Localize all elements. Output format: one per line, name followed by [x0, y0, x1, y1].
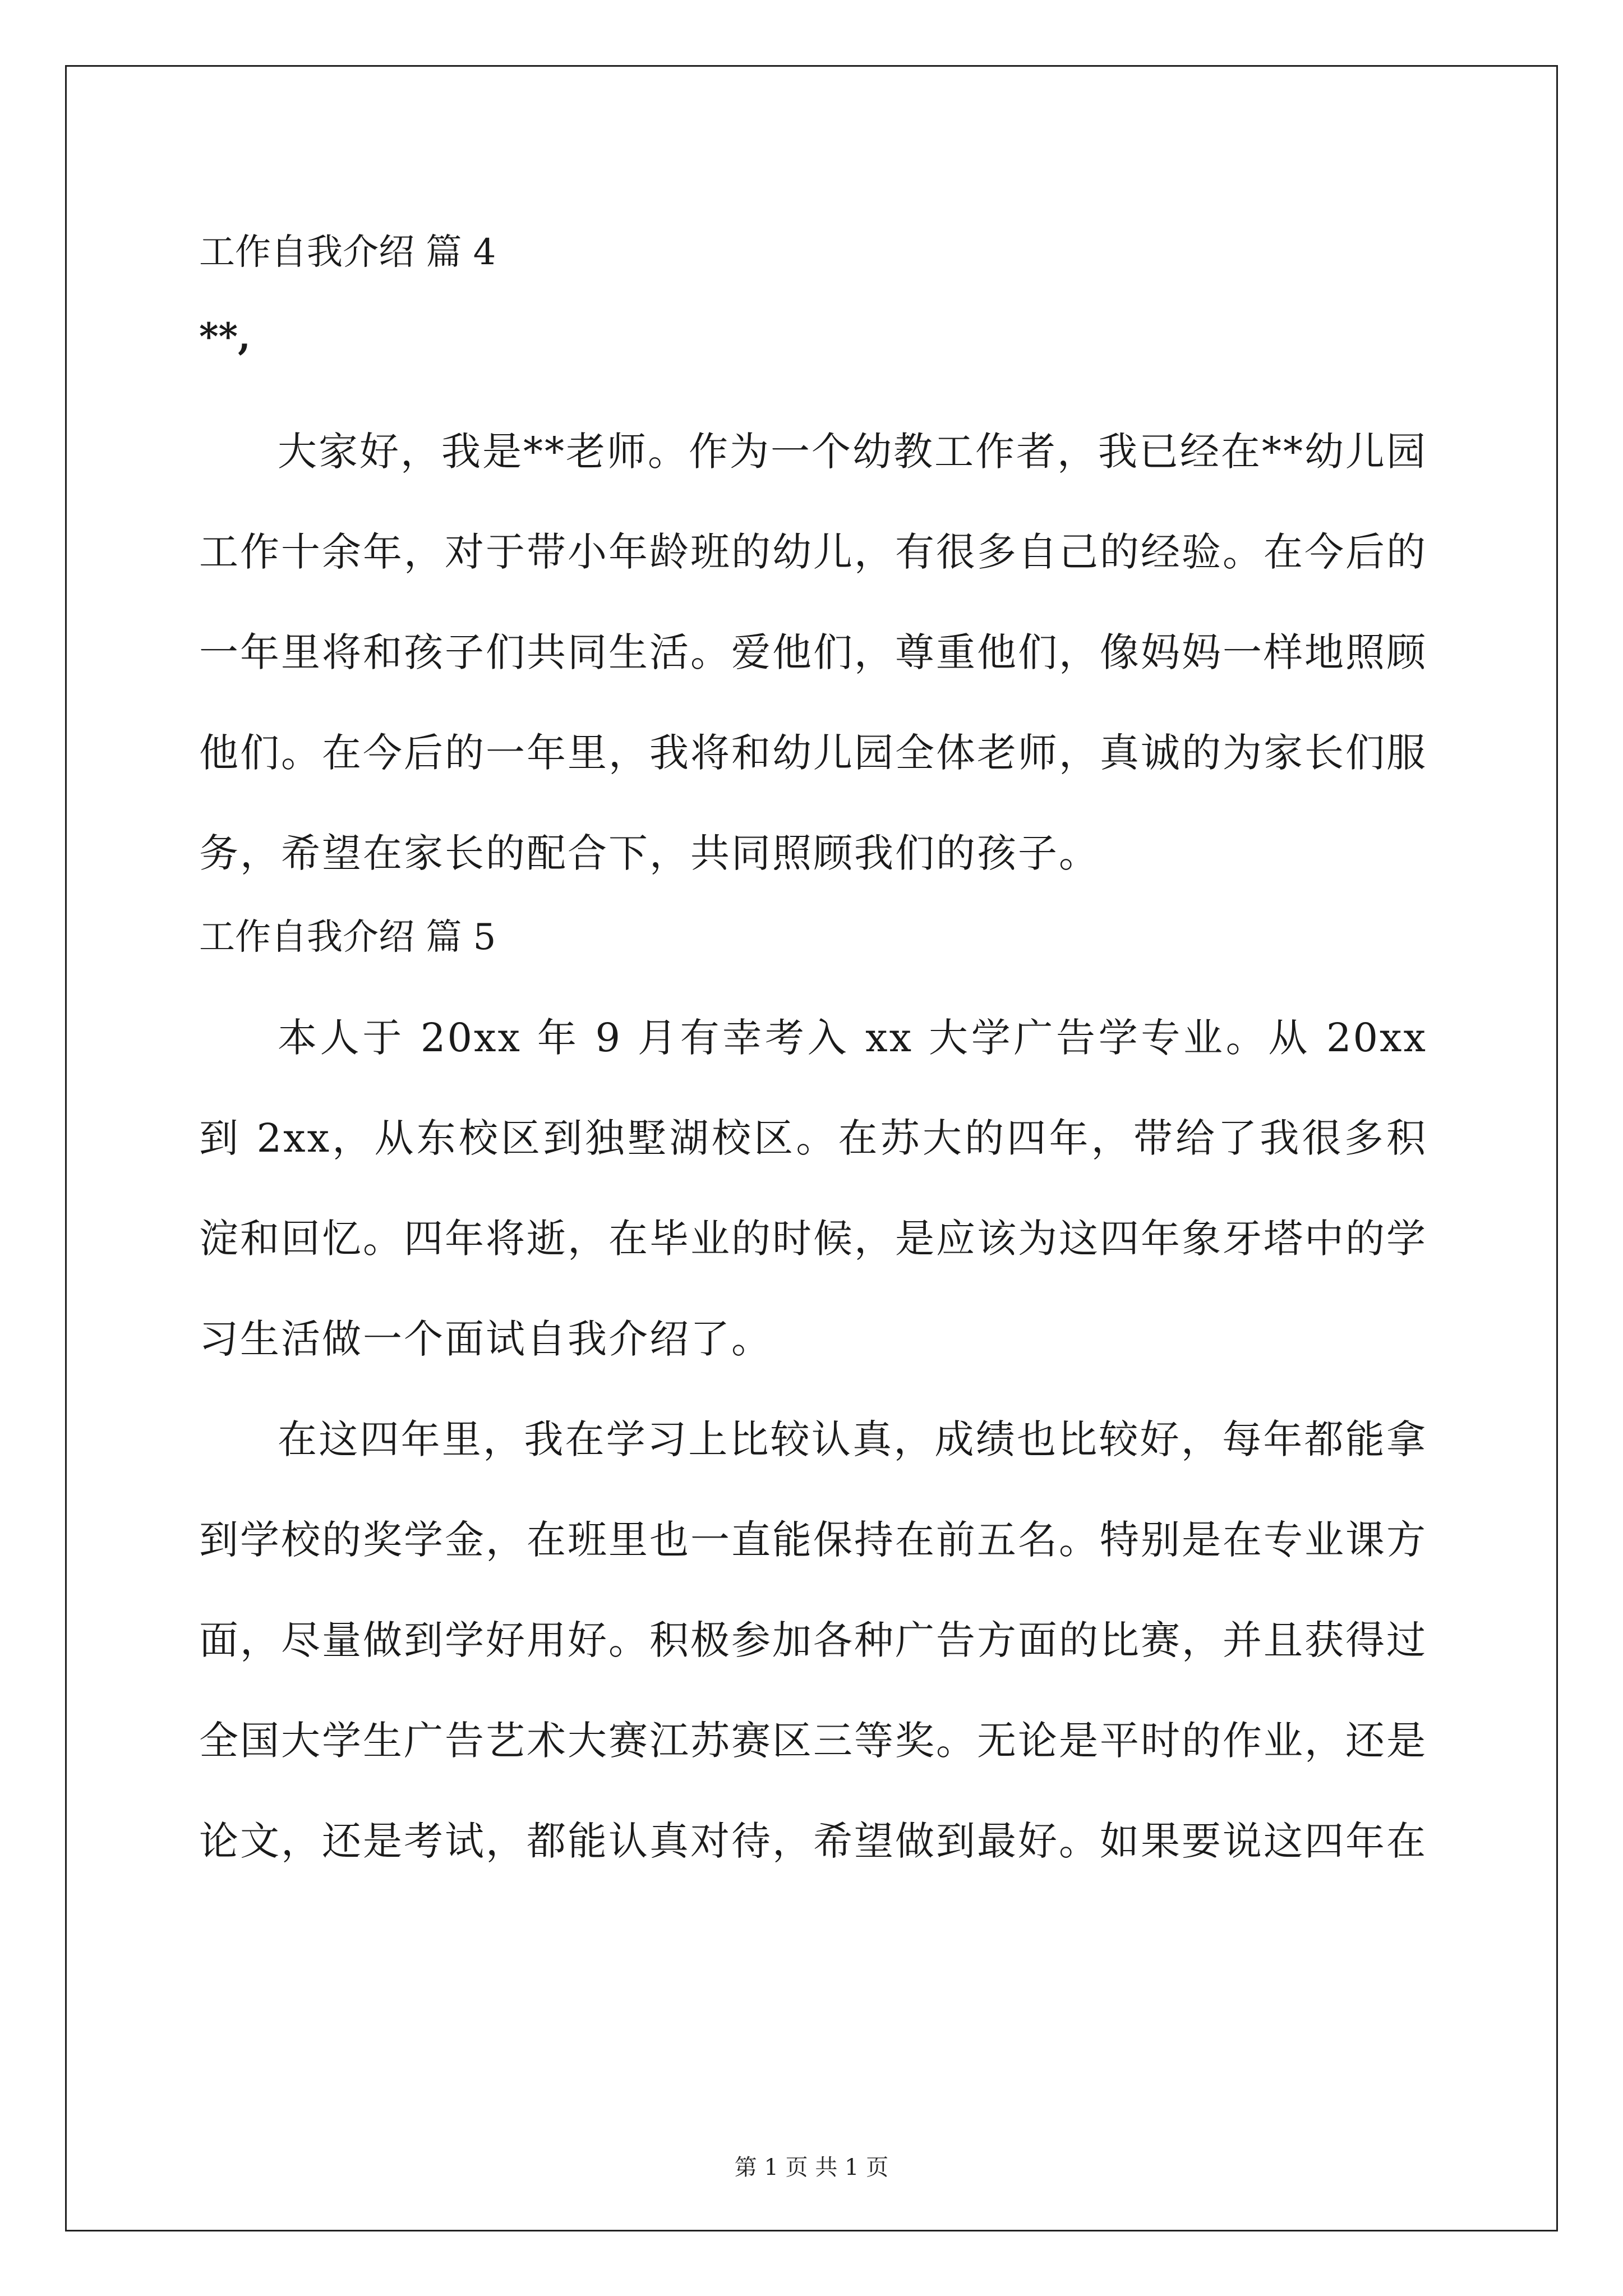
page-footer: 第 1 页 共 1 页: [734, 2155, 889, 2180]
salutation: **,: [199, 315, 251, 358]
document-body: [199, 219, 1427, 1892]
section-heading-5: 工作自我介绍 篇 5: [199, 917, 496, 958]
section-heading-4: 工作自我介绍 篇 4: [199, 232, 496, 273]
paragraph: 本人于 20xx 年 9 月有幸考入 xx 大学广告学专业。从 20xx 到 2xx，从东校区到独墅湖校区。在苏大的四年，带给了我很多积淀和回忆。四年将逝，在毕业的时候，是应该为这四年象牙塔中的学习生活做一个面试自我介绍了。: [199, 1015, 1427, 1362]
paragraph: 大家好，我是**老师。作为一个幼教工作者，我已经在**幼儿园工作十余年，对于带小年龄班的幼儿，有很多自己的经验。在今后的一年里将和孩子们共同生活。爱他们，尊重他们，像妈妈一样地照顾他们。在今后的一年里，我将和幼儿园全体老师，真诚的为家长们服务，希望在家长的配合下，共同照顾我们的孩子。: [199, 429, 1427, 876]
paragraph: 在这四年里，我在学习上比较认真，成绩也比较好，每年都能拿到学校的奖学金，在班里也一直能保持在前五名。特别是在专业课方面，尽量做到学好用好。积极参加各种广告方面的比赛，并且获得过全国大学生广告艺术大赛江苏赛区三等奖。无论是平时的作业，还是论文，还是考试，都能认真对待，希望做到最好。如果要说这四年在: [199, 1416, 1427, 1864]
